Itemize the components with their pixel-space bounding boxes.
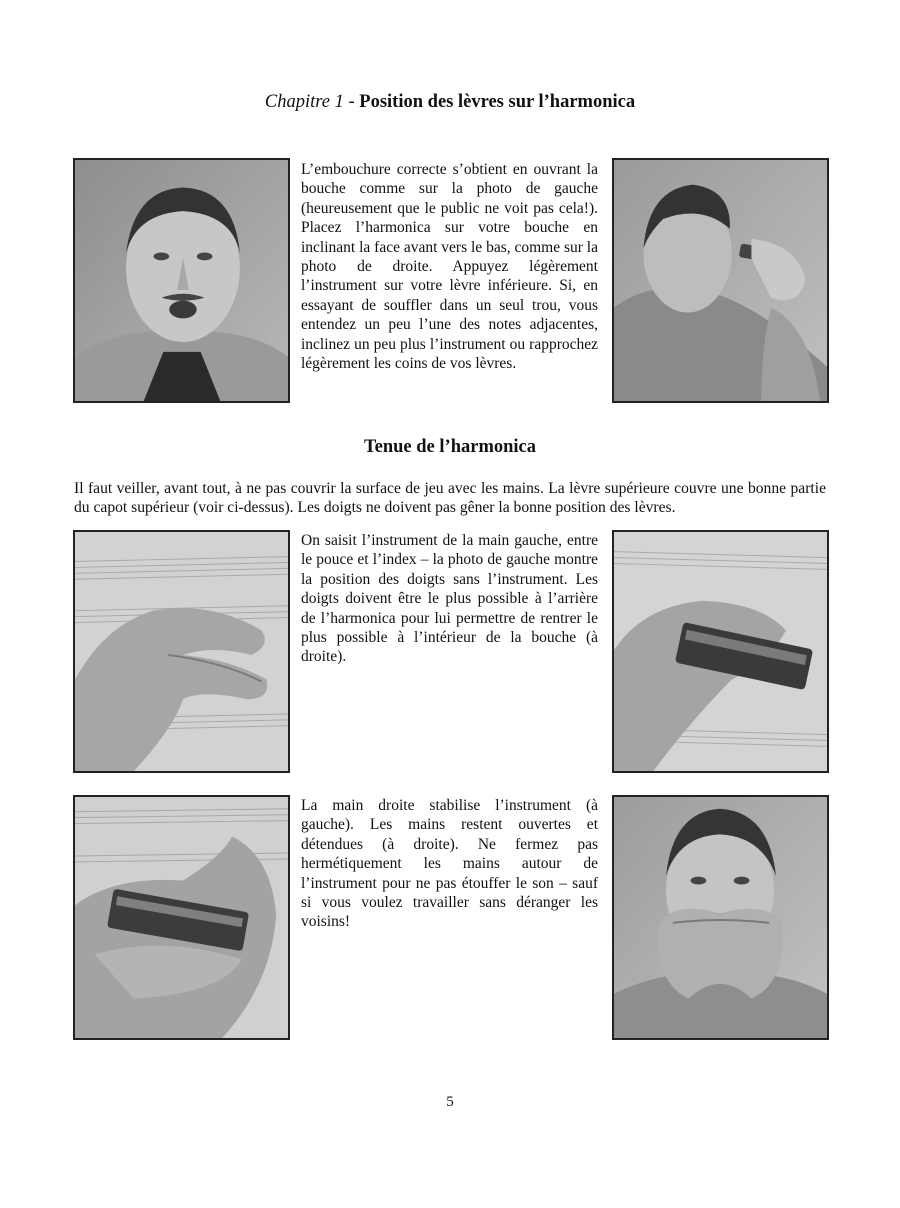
- photo-hands-open: [612, 795, 829, 1040]
- paragraph-hold-right: La main droite stabilise l’instrument (à gauche). Les mains restent ouvertes et détendues (à droite). Ne fermez pas hermétiquement les mains autour de l’instrument pour ne pas étouffer le son – sauf si vous voulez travailler sans déranger les voisins!: [301, 797, 598, 931]
- page-title: [0, 92, 900, 113]
- chapter-label: Chapitre 1 -: [264, 92, 355, 112]
- photo-hand-with-harmonica: [612, 530, 829, 773]
- page-number: 5: [446, 1094, 454, 1110]
- photo-left-hand-fingers: [73, 530, 290, 773]
- paragraph-hold-left: On saisit l’instrument de la main gauche, entre le pouce et l’index – la photo de gauche montre la position des doigts sans l’instrument. Les doigts doivent être le plus possible à l’arrière de l’harmonica pour lui permettre de rentrer le plus possible à l’intérieur de la bouche (à droite).: [301, 532, 598, 666]
- section-heading: Tenue de l’harmonica: [364, 437, 536, 457]
- photo-harmonica-at-mouth: [612, 158, 829, 403]
- photo-open-mouth: [73, 158, 290, 403]
- paragraph-embouchure: L’embouchure correcte s’obtient en ouvrant la bouche comme sur la photo de gauche (heureusement que le public ne voit pas cela!). Placez l’harmonica sur votre bouche en inclinant la face avant vers le bas, comme sur la photo de droite. Appuyez légèrement l’instrument sur votre lèvre inférieure. Si, en essayant de souffler dans un seul trou, vous entendez un peu l’une des notes adjacentes, inclinez un peu plus l’instrument ou rapprochez légèrement les coins de vos lèvres.: [301, 161, 598, 373]
- photo-right-hand-stabilizes: [73, 795, 290, 1040]
- chapter-title: Position des lèvres sur l’harmonica: [359, 92, 636, 112]
- paragraph-intro: Il faut veiller, avant tout, à ne pas couvrir la surface de jeu avec les mains. La lèvre supérieure couvre une bonne partie du capot supérieur (voir ci-dessus). Les doigts ne doivent pas gêner la bonne position des lèvres.: [74, 480, 826, 516]
